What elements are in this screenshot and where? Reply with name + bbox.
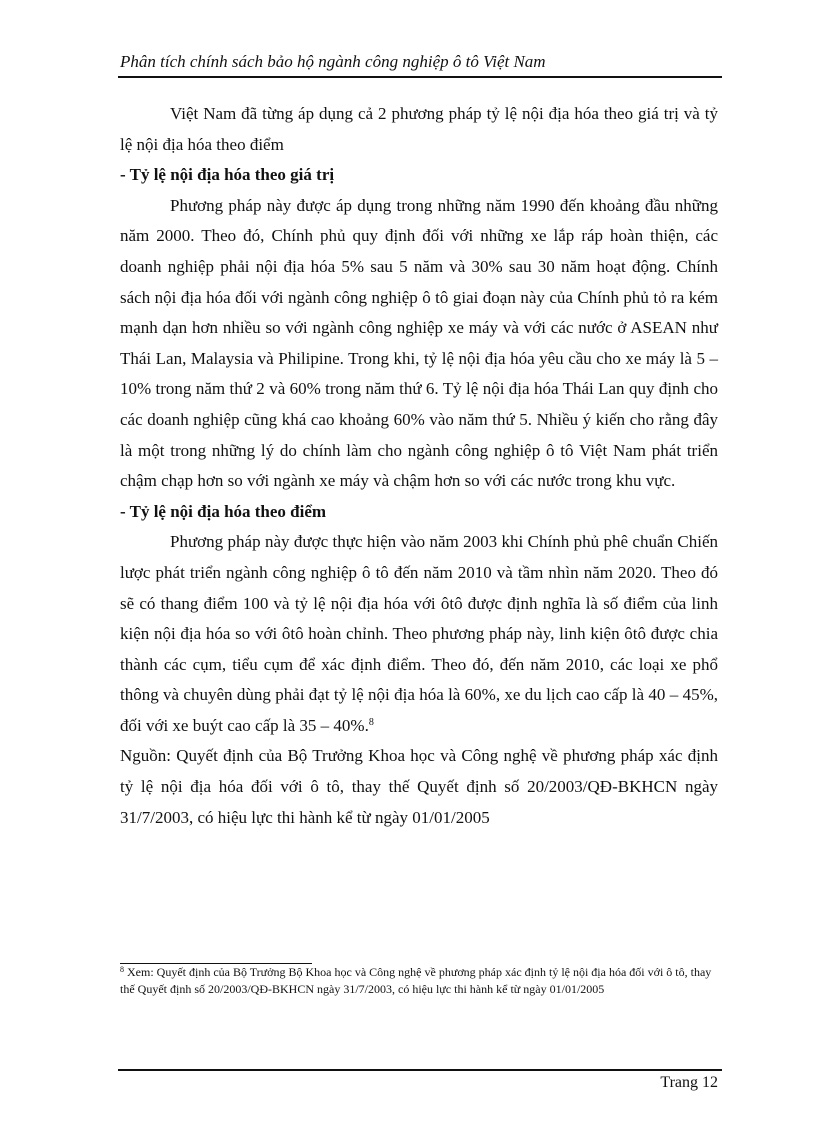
- page-number: Trang 12: [660, 1074, 718, 1091]
- section-paragraph-points-text: Phương pháp này được thực hiện vào năm 2003 khi Chính phủ phê chuẩn Chiến lược phát triển ngành công nghiệp ô tô đến năm 2010 và tầm nhìn năm 2020. Theo đó sẽ có thang điểm 100 và tỷ lệ nội địa hóa với ôtô được định nghĩa là số điểm của linh kiện nội địa hóa so với ôtô hoàn chỉnh. Theo phương pháp này, linh kiện ôtô được chia thành các cụm, tiểu cụm để xác định điểm. Theo đó, đến năm 2010, các loại xe phổ thông và chuyên dùng phải đạt tỷ lệ nội địa hóa là 60%, xe du lịch cao cấp là 40 – 45%, đối với xe buýt cao cấp là 35 – 40%.: [120, 532, 718, 735]
- source-paragraph: Nguồn: Quyết định của Bộ Trưởng Khoa học và Công nghệ về phương pháp xác định tỷ lệ nội địa hóa đối với ô tô, thay thế Quyết định số 20/2003/QĐ-BKHCN ngày 31/7/2003, có hiệu lực thi hành kể từ ngày 01/01/2005: [120, 746, 718, 827]
- section-heading-points: - Tỷ lệ nội địa hóa theo điểm: [120, 501, 327, 521]
- footnote: [120, 964, 718, 998]
- footnote-reference[interactable]: 8: [368, 716, 374, 728]
- section-paragraph-value: Phương pháp này được áp dụng trong những năm 1990 đến khoảng đầu những năm 2000. Theo đó, Chính phủ quy định đối với những xe lắp ráp hoàn thiện, các doanh nghiệp phải nội địa hóa 5% sau 5 năm và 30% sau 30 năm hoạt động. Chính sách nội địa hóa đối với ngành công nghiệp ô tô giai đoạn này của Chính phủ tỏ ra kém mạnh dạn hơn nhiều so với ngành công nghiệp xe máy và với các nước ở ASEAN như Thái Lan, Malaysia và Philipine. Trong khi, tỷ lệ nội địa hóa yêu cầu cho xe máy là 5 – 10% trong năm thứ 2 và 60% trong năm thứ 6. Tỷ lệ nội địa hóa Thái Lan quy định cho các doanh nghiệp cũng khá cao khoảng 60% vào năm thứ 5. Nhiều ý kiến cho rằng đây là một trong những lý do chính làm cho ngành công nghiệp ô tô Việt Nam phát triển chậm chạp hơn so với ngành xe máy và chậm hơn so với các nước trong khu vực.: [120, 195, 718, 491]
- footer-divider: [118, 1069, 722, 1071]
- running-header: Phân tích chính sách bảo hộ ngành công nghiệp ô tô Việt Nam: [120, 52, 546, 71]
- page-body: [120, 99, 718, 833]
- section-paragraph-points: [120, 527, 718, 741]
- header-divider: [118, 76, 722, 78]
- footnote-number: 8: [120, 965, 124, 974]
- intro-paragraph: Việt Nam đã từng áp dụng cả 2 phương pháp tỷ lệ nội địa hóa theo giá trị và tỷ lệ nội địa hóa theo điểm: [120, 104, 718, 154]
- section-heading-value: - Tỷ lệ nội địa hóa theo giá trị: [120, 165, 335, 185]
- footnote-text: Xem: Quyết định của Bộ Trưởng Bộ Khoa học và Công nghệ về phương pháp xác định tỷ lệ nội địa hóa đối với ô tô, thay thế Quyết định số 20/2003/QĐ-BKHCN ngày 31/7/2003, có hiệu lực thi hành kể từ ngày 01/01/2005: [120, 965, 712, 996]
